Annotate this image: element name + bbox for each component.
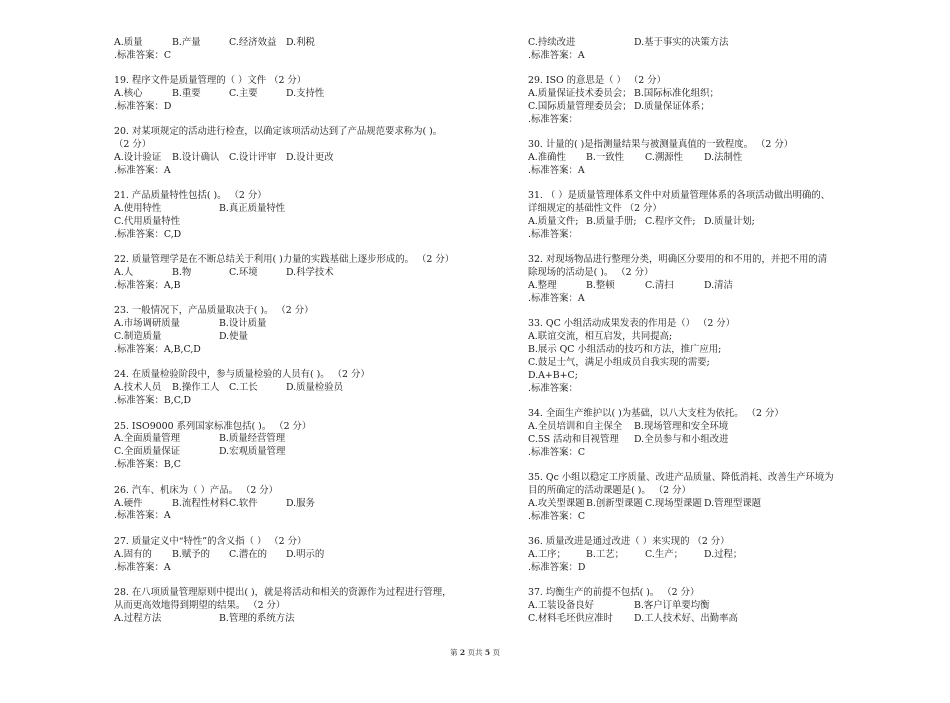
option-row [528, 344, 872, 357]
answer-option: B.创新型课题 [586, 498, 643, 510]
answer-option: B.工艺； [586, 549, 624, 561]
answer-option: D.设计更改 [286, 152, 334, 164]
question-stem: 35. Qc 小组以稳定工序质量、改进产品质量、降低消耗、改善生产环境为 [528, 472, 834, 484]
answer-option: A.市场调研质量 [114, 318, 181, 330]
answer-option: B.流程性材料 [172, 497, 229, 509]
question-q22 [114, 254, 500, 293]
question-q24 [114, 369, 500, 408]
answer-option: C.生产； [645, 549, 683, 561]
answer-option: B.操作工人 [172, 382, 220, 394]
answer-option: B.国际标准化组织； [634, 88, 719, 100]
answer-option: D.服务 [286, 497, 315, 509]
question-stem: 23. 一般情况下，产品质量取决于( )。 （2 分） [114, 305, 314, 317]
standard-answer: .标准答案：A [528, 293, 585, 305]
answer-option: B.管理的系统方法 [219, 612, 295, 624]
answer-option: A.质量保证技术委员会； [528, 88, 632, 100]
question-q36 [528, 536, 872, 575]
answer-option: D.利税 [286, 37, 315, 48]
answer-option: A.人 [114, 267, 134, 279]
answer-option: D.A+B+C; [528, 369, 578, 381]
question-q25 [114, 421, 500, 473]
question-stem: 从而更高效地得到期望的结果。 （2 分） [114, 599, 286, 611]
question-stem: 22. 质量管理学是在不断总结关于利用( )力量的实践基础上逐步形成的。 （2 分） [114, 254, 455, 266]
answer-option: B.质量手册; [586, 216, 637, 228]
option-row [528, 357, 872, 370]
answer-option: B.物 [172, 267, 192, 279]
standard-answer: .标准答案：B,C [114, 459, 181, 471]
answer-option: B.客户订单要均衡 [634, 600, 710, 612]
option-row [114, 216, 500, 229]
answer-option: A.固有的 [114, 548, 152, 560]
option-row [114, 152, 500, 165]
question-stem: 37. 均衡生产的前提不包括( )。 （2 分） [528, 587, 700, 599]
answer-option: D.清洁 [704, 280, 733, 292]
option-row [114, 549, 500, 562]
answer-option: A.使用特性 [114, 203, 162, 215]
option-row [528, 88, 872, 101]
option-row [528, 498, 872, 511]
answer-option: B.重要 [172, 88, 201, 100]
question-stem: 32. 对现场物品进行整理分类，明确区分要用的和不用的，并把不用的清 [528, 254, 828, 266]
answer-option: C.溯源性 [645, 152, 683, 164]
answer-option: C.工长 [229, 382, 258, 394]
question-stem: 34. 全面生产维护以( )为基础，以八大支柱为依托。 （2 分） [528, 408, 784, 420]
answer-option: C.材料毛坯供应准时 [528, 613, 613, 625]
question-q33 [528, 318, 872, 395]
option-row [528, 101, 872, 114]
question-q27 [114, 536, 500, 575]
standard-answer: .标准答案：A [528, 49, 585, 61]
answer-option: D.全员参与和小组改进 [634, 434, 729, 445]
left-column [114, 37, 500, 638]
answer-option: C.环境 [229, 267, 258, 279]
answer-option: C.持续改进 [528, 37, 576, 48]
question-q23 [114, 305, 500, 357]
question-stem: 27. 质量定义中“特性”的含义指（ ） （2 分） [114, 535, 307, 547]
answer-option: B.展示 QC 小组活动的技巧和方法，推广应用; [528, 344, 722, 356]
question-stem: （2 分） [114, 139, 152, 151]
answer-option: C.制造质量 [114, 331, 162, 343]
answer-option: D.使量 [219, 331, 248, 343]
answer-option: C.清扫 [645, 280, 674, 292]
answer-option: C.代用质量特性 [114, 216, 181, 228]
footer-suffix: 页 [490, 648, 500, 657]
answer-option: C.主要 [229, 88, 258, 100]
question-stem: 31. （ ）是质量管理体系文件中对质量管理体系的各项活动做出明确的、 [528, 190, 831, 202]
answer-option: C.软件 [229, 497, 258, 509]
question-q32 [528, 254, 872, 306]
answer-option: B.整顿 [586, 280, 615, 292]
question-stem: 26. 汽车、机床为（ ）产品。 （2 分） [114, 484, 279, 496]
answer-option: D.基于事实的决策方法 [634, 37, 729, 48]
answer-option: A.准确性 [528, 152, 566, 164]
footer-middle: 页共 [465, 648, 485, 657]
question-stem: 详细规定的基础性文件 （2 分） [528, 203, 662, 215]
standard-answer: .标准答案：B,C,D [114, 395, 192, 407]
standard-answer: .标准答案：C [114, 49, 172, 61]
answer-option: A.质量文件; [528, 216, 579, 228]
option-row [114, 382, 500, 395]
answer-option: A.全面质量管理 [114, 433, 181, 445]
option-row [528, 37, 872, 50]
answer-option: A.联谊交流，相互启发，共同提高; [528, 331, 673, 343]
standard-answer: .标准答案： [528, 113, 578, 125]
answer-option: A.过程方法 [114, 612, 162, 624]
question-q21 [114, 190, 500, 242]
question-stem: 29. ISO 的意思是（ ） （2 分） [528, 75, 666, 87]
question-q35 [528, 472, 872, 524]
standard-answer: .标准答案：A [114, 165, 171, 177]
question-q28 [114, 587, 500, 626]
question-q34 [528, 408, 872, 460]
option-row [528, 331, 872, 344]
option-row [114, 331, 500, 344]
option-row [114, 498, 500, 511]
option-row [528, 549, 872, 562]
option-row [114, 433, 500, 446]
question-q26 [114, 485, 500, 524]
answer-option: B.设计质量 [219, 318, 267, 330]
question-stem: 19. 程序文件是质量管理的（ ）文件 （2 分） [114, 75, 307, 87]
answer-option: D.宏观质量管理 [219, 446, 286, 458]
standard-answer: .标准答案：D [528, 562, 586, 574]
question-q18-tail [114, 37, 500, 63]
standard-answer: .标准答案：A [114, 510, 171, 522]
answer-option: C.经济效益 [229, 37, 277, 48]
option-row [528, 152, 872, 165]
question-stem: 20. 对某项规定的活动进行检查，以确定该项活动达到了产品规范要求称为( )。 [114, 126, 443, 138]
answer-option: C.设计评审 [229, 152, 277, 164]
standard-answer: .标准答案：A [114, 561, 171, 573]
answer-option: C.现场型课题 [645, 498, 702, 510]
standard-answer: .标准答案：C [528, 510, 586, 522]
page-footer [0, 648, 950, 658]
option-row [528, 370, 872, 383]
answer-option: A.设计验证 [114, 152, 162, 164]
option-row [114, 446, 500, 459]
answer-option: B.产量 [172, 37, 201, 48]
question-stem: 目的所确定的活动课题是( )。 （2 分） [528, 485, 691, 497]
answer-option: B.赋予的 [172, 548, 210, 560]
option-row [528, 613, 872, 626]
answer-option: C.鼓足士气，满足小组成员自我实现的需要; [528, 357, 710, 369]
option-row [114, 267, 500, 280]
answer-option: D.法制性 [704, 152, 743, 164]
answer-option: B.质量经营管理 [219, 433, 286, 445]
question-q20 [114, 126, 500, 178]
question-q30 [528, 139, 872, 178]
question-stem: 36. 质量改进是通过改进（ ）来实现的 （2 分） [528, 536, 730, 548]
option-row [528, 434, 872, 447]
answer-option: D.质量计划; [704, 216, 755, 228]
question-stem: 21. 产品质量特性包括( )。 （2 分） [114, 190, 267, 202]
answer-option: A.核心 [114, 88, 143, 100]
option-row [528, 421, 872, 434]
standard-answer: .标准答案：D [114, 101, 172, 113]
answer-option: D.明示的 [286, 548, 325, 560]
option-row [114, 613, 500, 626]
option-row [114, 203, 500, 216]
standard-answer: .标准答案： [528, 229, 578, 241]
right-column [528, 37, 872, 638]
question-stem: 28. 在八项质量管理原则中提出( )，就是将活动和相关的资源作为过程进行管理， [114, 586, 452, 598]
question-q37 [528, 587, 872, 626]
answer-option: A.全员培训和自主保全 [528, 421, 623, 433]
answer-option: C.5S 活动和目视管理 [528, 434, 619, 445]
answer-option: B.设计确认 [172, 152, 220, 164]
standard-answer: .标准答案：A,B,C,D [114, 344, 201, 356]
question-stem: 24. 在质量检验阶段中，参与质量检验的人员有( )。 （2 分） [114, 369, 370, 381]
standard-answer: .标准答案：C,D [114, 229, 182, 241]
answer-option: C.全面质量保证 [114, 446, 181, 458]
option-row [528, 216, 872, 229]
option-row [114, 318, 500, 331]
answer-option: D.过程； [704, 549, 743, 561]
answer-option: B.一致性 [586, 152, 624, 164]
answer-option: C.国际质量管理委员会； [528, 101, 632, 113]
answer-option: D.工人技术好、出勤率高 [634, 613, 738, 625]
standard-answer: .标准答案：A [528, 165, 585, 177]
answer-option: A.硬件 [114, 497, 143, 509]
standard-answer: .标准答案：A,B [114, 280, 181, 292]
answer-option: A.质量 [114, 37, 143, 48]
footer-total-pages: 5 [484, 648, 491, 657]
answer-option: A.攻关型课题 [528, 498, 585, 510]
footer-prefix: 第 [450, 648, 460, 657]
answer-option: C.潜在的 [229, 548, 267, 560]
answer-option: D.科学技术 [286, 267, 334, 279]
answer-option: D.支持性 [286, 88, 325, 100]
answer-option: B.真正质量特性 [219, 203, 286, 215]
answer-option: A.工装设备良好 [528, 600, 595, 612]
standard-answer: .标准答案： [528, 382, 578, 394]
answer-option: A.整理 [528, 280, 557, 292]
question-q19 [114, 75, 500, 114]
standard-answer: .标准答案：C [528, 446, 586, 458]
answer-option: B.现场管理和安全环境 [634, 421, 729, 433]
option-row [114, 88, 500, 101]
answer-option: D.质量保证体系； [634, 101, 710, 113]
question-stem: 除现场的活动是( )。 （2 分） [528, 267, 654, 279]
question-stem: 25. ISO9000 系列国家标准包括( )。 （2 分） [114, 420, 312, 432]
footer-page-number: 2 [459, 648, 466, 657]
question-stem: 33. QC 小组活动成果发表的作用是（） （2 分） [528, 318, 736, 330]
question-q29 [528, 75, 872, 127]
answer-option: D.管理型课题 [704, 498, 762, 510]
option-row [528, 600, 872, 613]
option-row [114, 37, 500, 50]
answer-option: A.工序； [528, 549, 566, 561]
option-row [528, 280, 872, 293]
question-q28-tail [528, 37, 872, 63]
answer-option: C.程序文件; [645, 216, 696, 228]
answer-option: A.技术人员 [114, 382, 162, 394]
question-stem: 30. 计量的( )是指测量结果与被测量真值的一致程度。 （2 分） [528, 139, 794, 151]
answer-option: D.质量检验员 [286, 382, 344, 394]
question-q31 [528, 190, 872, 242]
